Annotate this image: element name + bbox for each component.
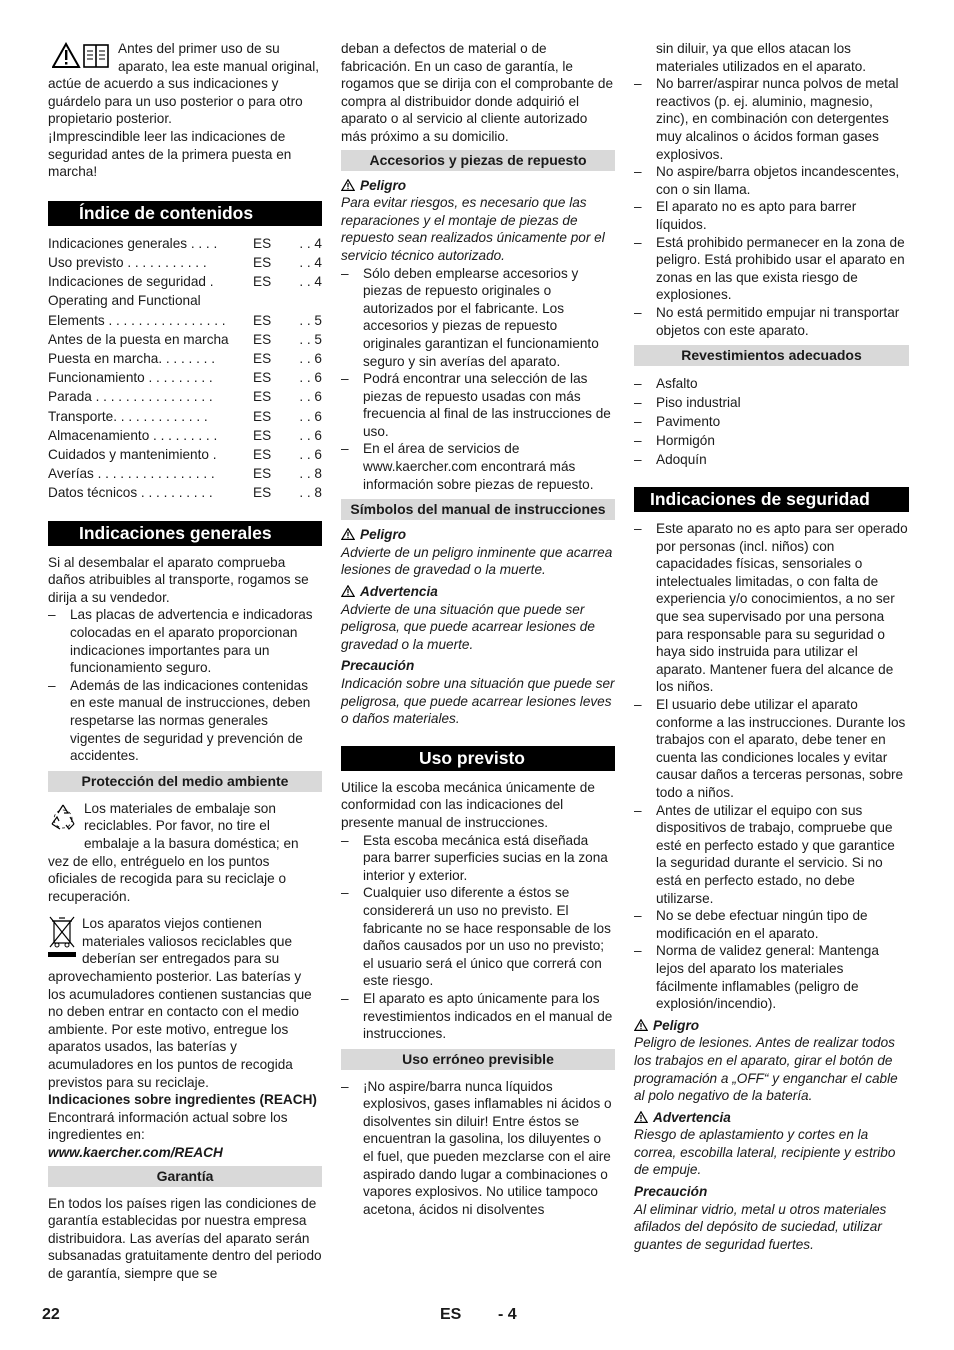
- list-item: – Podrá encontrar una selección de las piezas de repuesto usadas con más frecuencia al final de las instrucciones de uso.: [341, 370, 615, 440]
- toc-title: Parada . . . . . . . . . . . . . . . .: [48, 389, 213, 405]
- toc-row: [48, 368, 322, 387]
- misuse-continued: sin diluir, ya que ellos atacan los materiales utilizados en el aparato.: [656, 41, 867, 74]
- list-item: – Asfalto: [634, 374, 909, 393]
- list-item: – Esta escoba mecánica está diseñada para barrer superficies sucias en la zona interior y exterior.: [341, 832, 615, 885]
- toc-lang: ES: [253, 331, 272, 347]
- footer-subpage: - 4: [498, 1306, 517, 1323]
- danger-label: Peligro: [360, 527, 407, 543]
- list-item: – Pavimento: [634, 412, 909, 431]
- toc-page: . . 6: [299, 427, 322, 443]
- toc-row: [48, 426, 322, 445]
- accessories-heading: Accesorios y piezas de repuesto: [341, 150, 615, 171]
- danger-text: Peligro de lesiones. Antes de realizar todos los trabajos en el aparato, girar el botón de programación a „OFF“ y enganchar el cable al polo negativo de la batería.: [634, 1035, 898, 1104]
- safety-list: [634, 520, 909, 1013]
- recycle-block: [48, 800, 322, 906]
- toc-lang: ES: [253, 389, 272, 405]
- intended-use-heading: Uso previsto: [341, 746, 615, 771]
- list-item: – No barrer/aspirar nunca polvos de metal reactivos (p. ej. aluminio, magnesio, zinc), en combinación con detergentes muy alcalinos o ácidos forman gases explosivos.: [634, 75, 909, 163]
- warning-triangle-icon: [341, 585, 355, 597]
- warning-triangle-icon: [634, 1019, 648, 1031]
- list-item: – Además de las indicaciones contenidas en este manual de instrucciones, deben respetarse las normas generales vigentes de seguridad y prevención de accidentes.: [48, 677, 322, 765]
- toc-title: Puesta en marcha. . . . . . . .: [48, 350, 215, 366]
- list-item: – Sólo deben emplearse accesorios y piezas de repuesto originales o autorizados por el fabricante. Los accesorios y piezas de repuesto originales garantizan el funcionamiento seguro y sin averías del aparato.: [341, 265, 615, 371]
- footer-language: ES: [440, 1306, 462, 1323]
- list-item: – ¡No aspire/barra nunca líquidos explosivos, gases inflamables ni ácidos o disolventes sin diluir! Entre éstos se encuentran la gasolina, los diluyentes o el fuel, que pueden mezclarse con el aire aspirado dando lugar a combinaciones o vapores explosivos. No utilice tampoco acetona, ácidos ni disolventes: [341, 1078, 615, 1219]
- caution-text: Al eliminar vidrio, metal u otros materiales afilados del depósito de suciedad, utilizar guantes de seguridad fuertes.: [634, 1201, 887, 1252]
- caution-label: Precaución: [634, 1184, 708, 1200]
- toc-title: Operating and Functional Elements . . . . . . . . . . . . . . . .: [48, 293, 226, 328]
- toc-lang: ES: [253, 235, 272, 251]
- list-item: – Está prohibido permanecer en la zona de peligro. Está prohibido usar el aparato en zonas en las que exista riesgo de explosiones.: [634, 234, 909, 304]
- warning-manual-icon: [52, 42, 112, 75]
- crossed-bin-icon: [48, 915, 76, 964]
- reach-link[interactable]: www.kaercher.com/REACH: [48, 1145, 223, 1160]
- misuse-list-continued: [634, 75, 909, 339]
- general-paragraph: Si al desembalar el aparato comprueba daños atribuibles al transporte, rogamos se dirija a su vendedor.: [48, 554, 309, 605]
- caution-text: Indicación sobre una situación que puede ser peligrosa, que puede acarrear lesiones leves o daños materiales.: [341, 676, 615, 727]
- toc-lang: ES: [253, 485, 272, 501]
- toc-title: Averías . . . . . . . . . . . . . . . .: [48, 466, 215, 482]
- toc-page: . . 6: [299, 389, 322, 405]
- list-item: – El aparato no es apto para barrer líquidos.: [634, 198, 909, 233]
- weee-block: [48, 915, 322, 1091]
- intended-use-paragraph: Utilice la escoba mecánica únicamente de conformidad con las indicaciones del presente manual de instrucciones.: [341, 779, 595, 830]
- misuse-list: [341, 1078, 615, 1219]
- misuse-heading: Uso erróneo previsible: [341, 1049, 615, 1070]
- toc-row: [48, 445, 322, 464]
- warranty-continued: deban a defectos de material o de fabricación. En un caso de garantía, le rogamos que se dirija con el comprobante de compra al distribuidor donde adquirió el aparato o al servicio al cliente autorizado más próximo a su domicilio.: [341, 41, 614, 144]
- toc-row: [48, 407, 322, 426]
- general-heading: Indicaciones generales: [48, 521, 322, 546]
- toc-page: . . 6: [299, 370, 322, 386]
- toc-title: Datos técnicos . . . . . . . . . .: [48, 485, 213, 501]
- toc-row: [48, 291, 322, 329]
- warning-triangle-icon: [634, 1111, 648, 1123]
- list-item: – El usuario debe utilizar el aparato conforme a las instrucciones. Durante los trabajos con el aparato, debe tener en cuenta las condiciones locales y evitar causar daños a terceras personas, sobre todo a niños.: [634, 696, 909, 802]
- toc-page: . . 8: [299, 466, 322, 482]
- list-item: – Antes de utilizar el equipo con sus dispositivos de trabajo, compruebe que esté en perfecto estado y que garantice la seguridad durante el servicio. Si no está en perfecto estado, no debe utilizarse.: [634, 802, 909, 908]
- column-3: [634, 40, 909, 1253]
- intro-safety-note: ¡Imprescindible leer las indicaciones de seguridad antes de la primera puesta en marcha!: [48, 128, 292, 180]
- warning-text: Advierte de una situación que puede ser peligrosa, que puede acarrear lesiones de gravedad o la muerte.: [341, 601, 595, 652]
- list-item: – Piso industrial: [634, 393, 909, 412]
- warning-triangle-icon: [341, 528, 355, 540]
- toc-row: [48, 483, 322, 502]
- warning-label: Advertencia: [360, 584, 438, 600]
- list-item: – En el área de servicios de www.kaercher.com encontrará más información sobre piezas de repuesto.: [341, 440, 615, 493]
- toc-lang: ES: [253, 408, 272, 424]
- toc-lang: ES: [253, 446, 272, 462]
- toc-title: Cuidados y mantenimiento .: [48, 446, 217, 462]
- toc-row: [48, 464, 322, 483]
- column-2: [341, 40, 615, 1218]
- danger-text: Para evitar riesgos, es necesario que las reparaciones y el montaje de piezas de repuesto sean realizados únicamente por el servicio técnico autorizado.: [341, 195, 605, 263]
- danger-text: Advierte de un peligro inminente que acarrea lesiones de gravedad o la muerte.: [341, 544, 613, 578]
- toc-page: . . 4: [299, 235, 322, 251]
- page-number: 22: [42, 1306, 60, 1323]
- toc-title: Almacenamiento . . . . . . . . .: [48, 427, 218, 443]
- toc-title: Antes de la puesta en marcha: [48, 331, 229, 347]
- warning-text: Riesgo de aplastamiento y cortes en la correa, escobilla lateral, recipiente y estribo de empuje.: [634, 1127, 896, 1178]
- intro-paragraph: Antes del primer uso de su aparato, lea este manual original, actúe de acuerdo a sus indicaciones y guárdelo para un uso posterior o para otro propietario posterior.: [48, 41, 320, 127]
- warning-label: Advertencia: [653, 1109, 731, 1125]
- list-item: – Norma de validez general: Mantenga lejos del aparato los materiales fácilmente inflamables (peligro de explosión/incendio).: [634, 942, 909, 1012]
- toc-table: [48, 234, 322, 503]
- toc-page: . . 6: [299, 408, 322, 424]
- toc-lang: ES: [253, 350, 272, 366]
- list-item: – No está permitido empujar ni transportar objetos con este aparato.: [634, 304, 909, 339]
- list-item: – Hormigón: [634, 431, 909, 450]
- list-item: – Cualquier uso diferente a éstos se considererá un uso no previsto. El fabricante no se hace responsable de los daños causados por un uso no previsto; el usuario será el único que correrá con este riesgo.: [341, 884, 615, 990]
- list-item: – Este aparato no es apto para ser operado por personas (incl. niños) con capacidades físicas, sensoriales o intelectuales limitadas, o con falta de experiencia y/o conocimientos, a no ser que sea supervisado por una persona para responsable para su seguridad o haya sido instruida para utilizar el aparato. Mantener fuera del alcance de los niños.: [634, 520, 909, 696]
- intro-block: [48, 40, 322, 181]
- toc-title: Indicaciones generales . . . .: [48, 235, 218, 251]
- toc-heading: Índice de contenidos: [48, 201, 322, 226]
- toc-title: Funcionamiento . . . . . . . . .: [48, 370, 213, 386]
- safety-heading: Indicaciones de seguridad: [634, 487, 909, 512]
- list-item: – No se debe efectuar ningún tipo de modificación en el aparato.: [634, 907, 909, 942]
- accessories-list: [341, 265, 615, 494]
- list-item: – Las placas de advertencia e indicadoras colocadas en el aparato proporcionan indicaciones importantes para un funcionamiento seguro.: [48, 606, 322, 676]
- toc-page: . . 6: [299, 446, 322, 462]
- list-item: – El aparato es apto únicamente para los revestimientos indicados en el manual de instrucciones.: [341, 990, 615, 1043]
- danger-label: Peligro: [360, 177, 407, 193]
- toc-page: . . 8: [299, 485, 322, 501]
- general-list: [48, 606, 322, 764]
- toc-row: [48, 253, 322, 272]
- toc-title: Indicaciones de seguridad .: [48, 274, 214, 290]
- surfaces-list: [634, 374, 909, 469]
- list-item: – Adoquín: [634, 450, 909, 469]
- toc-lang: ES: [253, 427, 272, 443]
- warranty-heading: Garantía: [48, 1166, 322, 1187]
- toc-lang: ES: [253, 274, 272, 290]
- toc-row: [48, 387, 322, 406]
- toc-lang: ES: [253, 254, 272, 270]
- reach-paragraph: Encontrará información actual sobre los ingredientes en:: [48, 1109, 288, 1143]
- toc-row: [48, 349, 322, 368]
- environment-packaging-text: Los materiales de embalaje son reciclables. Por favor, no tire el embalaje a la basura doméstica; en vez de ello, entréguelo en los puntos oficiales de recogida para su reciclaje o recuperación.: [48, 800, 299, 904]
- recycle-icon: [48, 802, 78, 837]
- toc-page: . . 4: [299, 254, 322, 270]
- toc-row: [48, 330, 322, 349]
- list-item: – No aspire/barra objetos incandescentes, con o sin llama.: [634, 163, 909, 198]
- toc-page: . . 5: [299, 331, 322, 347]
- toc-lang: ES: [253, 370, 272, 386]
- danger-label: Peligro: [653, 1017, 700, 1033]
- reach-heading: Indicaciones sobre ingredientes (REACH): [48, 1092, 317, 1108]
- toc-page: . . 4: [299, 274, 322, 290]
- toc-lang: ES: [253, 312, 272, 328]
- toc-row: [48, 234, 322, 253]
- environment-devices-text: Los aparatos viejos contienen materiales valiosos reciclables que deberían ser entregados para su aprovechamiento posterior. Las baterías y los acumuladores contienen sustancias que no deben entrar en contacto con el medio ambiente. Por este motivo, entregue los aparatos usados, las baterías y acumuladores en los puntos de recogida previstos para su reciclaje.: [48, 916, 312, 1090]
- column-1: [48, 40, 322, 1283]
- toc-title: Uso previsto . . . . . . . . . . .: [48, 254, 207, 270]
- toc-page: . . 6: [299, 350, 322, 366]
- toc-page: . . 5: [299, 312, 322, 328]
- environment-heading: Protección del medio ambiente: [48, 771, 322, 792]
- warranty-paragraph: En todos los países rigen las condiciones de garantía establecidas por nuestra empresa distribuidora. Las averías del aparato serán subsanadas gratuitamente dentro del periodo de garantía, siempre que se: [48, 1195, 322, 1281]
- toc-row: [48, 272, 322, 291]
- surfaces-heading: Revestimientos adecuados: [634, 345, 909, 366]
- toc-lang: ES: [253, 466, 272, 482]
- toc-title: Transporte. . . . . . . . . . . . .: [48, 408, 208, 424]
- intended-use-list: [341, 832, 615, 1043]
- symbols-heading: Símbolos del manual de instrucciones: [341, 499, 615, 520]
- warning-triangle-icon: [341, 179, 355, 191]
- caution-label: Precaución: [341, 658, 415, 674]
